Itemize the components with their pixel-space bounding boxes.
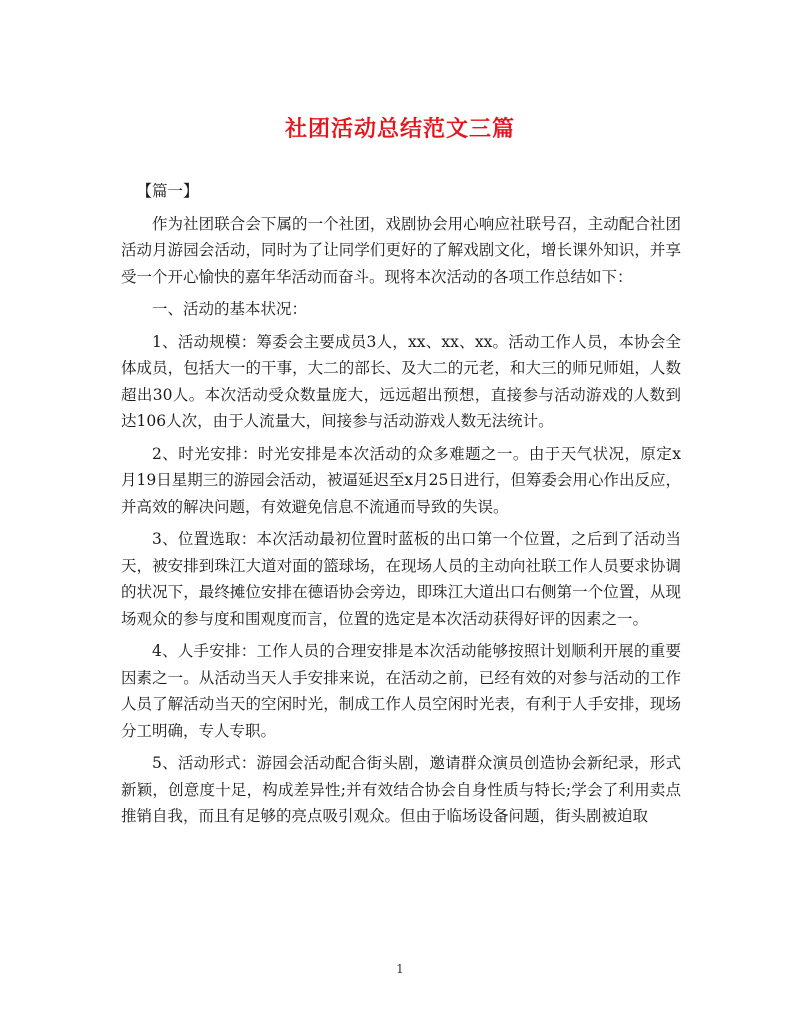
paragraph-location: 3、位置选取：本次活动最初位置时蓝板的出口第一个位置，之后到了活动当天，被安排到珠江大道对面的篮球场，在现场人员的主动向社联工作人员要求协调的状况下，最终摊位安排在德语协会旁边，即珠江大道出口右侧第一个位置，从现场观众的参与度和围观度而言，位置的选定是本次活动获得好评的因素之一。: [121, 530, 681, 628]
paragraph-time: 2、时光安排：时光安排是本次活动的众多难题之一。由于天气状况，原定x月19日星期三的游园会活动，被逼延迟至x月25日进行，但筹委会用心作出反应，并高效的解决问题，有效避免信息不流通而导致的失误。: [121, 444, 681, 516]
section-label: 【篇一】: [136, 182, 199, 200]
paragraph-staffing: 4、人手安排：工作人员的合理安排是本次活动能够按照计划顺利开展的重要因素之一。从活动当天人手安排来说，在活动之前，已经有效的对参与活动的工作人员了解活动当天的空闲时光，制成工作人员空闲时光表，有利于人手安排，现场分工明确，专人专职。: [121, 642, 681, 740]
paragraph-scale: 1、活动规模：筹委会主要成员3人，xx、xx、xx。活动工作人员，本协会全体成员，包括大一的干事，大二的部长、及大二的元老，和大三的师兄师姐，人数超出30人。本次活动受众数量庞大，远远超出预想，直接参与活动游戏的人数到达106人次，由于人流量大，间接参与活动游戏人数无法统计。: [121, 332, 681, 430]
paragraph-format: 5、活动形式：游园会活动配合街头剧，邀请群众演员创造协会新纪录，形式新颖，创意度十足，构成差异性;并有效结合协会自身性质与特长;学会了利用卖点推销自我，而且有足够的亮点吸引观众。但由于临场设备问题，街头剧被迫取: [121, 754, 681, 825]
paragraph-heading-1: 一、活动的基本状况：: [152, 300, 308, 318]
page-number: 1: [396, 962, 404, 976]
document-body: [121, 178, 681, 836]
document-title: 社团活动总结范文三篇: [284, 116, 515, 142]
paragraph-intro: 作为社团联合会下属的一个社团，戏剧协会用心响应社联号召，主动配合社团活动月游园会活动，同时为了让同学们更好的了解戏剧文化，增长课外知识，并享受一个开心愉快的嘉年华活动而奋斗。现将本次活动的各项工作总结如下：: [121, 214, 681, 286]
